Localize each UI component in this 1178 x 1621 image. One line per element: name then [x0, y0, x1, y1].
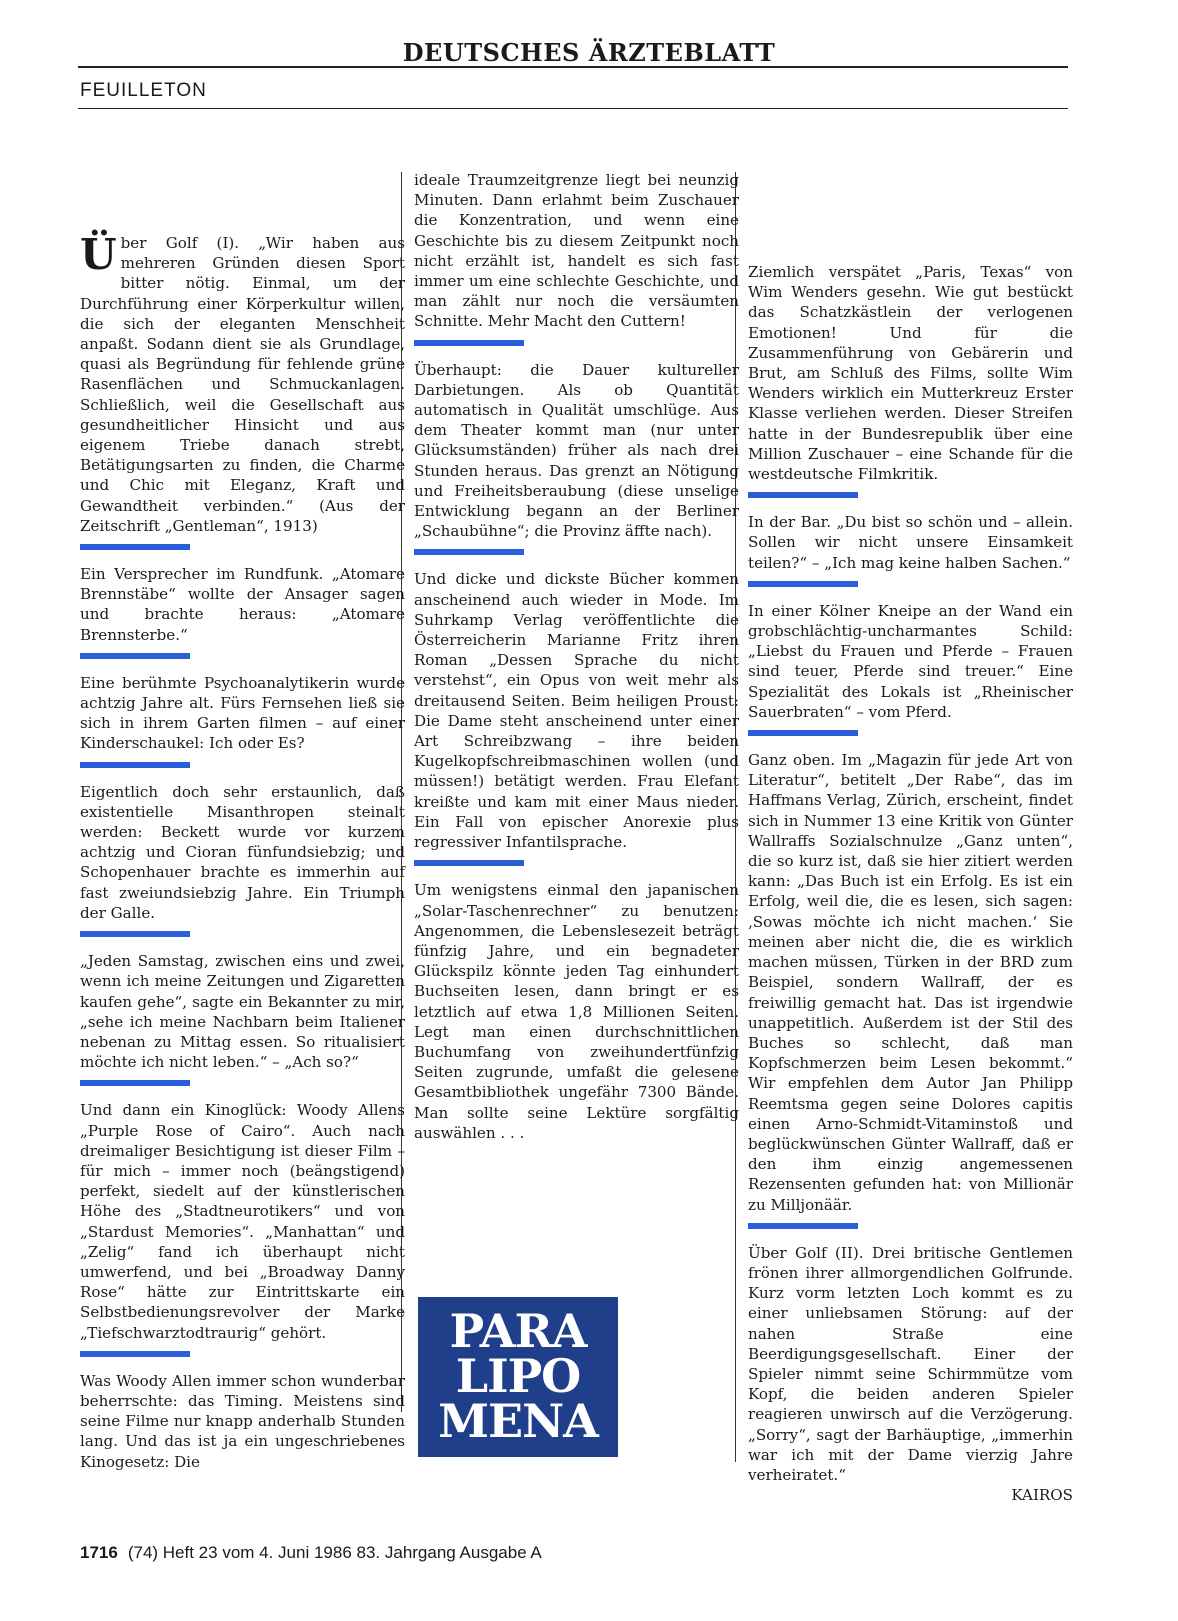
paragraph: Und dann ein Kinoglück: Woody Allens „Purple Rose of Cairo“. Auch nach dreimaliger Besichtigung ist dieser Film – für mich – immer noch (beängstigend) perfekt, siedelt auf der künstlerischen Höhe des „Stadtneurotikers“ und von „Stardust Memories“. „Manhattan“ und „Zelig“ fand ich überhaupt nicht umwerfend, und bei „Broadway Danny Rose“ hätte zur Eintrittskarte ein Selbstbedienungsrevolver der Marke „Tiefschwarztodtraurig“ gehört. — [80, 1101, 405, 1342]
column-2 — [414, 170, 739, 1143]
logo-line: PARA — [449, 1304, 587, 1358]
separator-bar — [80, 653, 190, 659]
separator-bar — [80, 931, 190, 937]
paralipomena-logo — [418, 1297, 618, 1457]
column-3 — [748, 262, 1073, 1505]
paragraph: In der Bar. „Du bist so schön und – allein. Sollen wir nicht unsere Einsamkeit teilen?“ – „Ich mag keine halben Sachen.“ — [748, 513, 1073, 572]
column-1 — [80, 230, 405, 1472]
section-rule — [78, 108, 1068, 109]
paragraph: Eigentlich doch sehr erstaunlich, daß existentielle Misanthropen steinalt werden: Beckett wurde vor kurzem achtzig und Cioran fünfundsiebzig; und Schopenhauer brachte es immerhin auf fast zweiundsiebzig Jahre. Ein Triumph der Galle. — [80, 782, 405, 922]
separator-bar — [748, 581, 858, 587]
separator-bar — [748, 492, 858, 498]
author-signature: KAIROS — [1011, 1486, 1073, 1505]
issue-info: (74) Heft 23 vom 4. Juni 1986 83. Jahrgang Ausgabe A — [127, 1543, 542, 1562]
masthead: DEUTSCHES ÄRZTEBLATT — [402, 38, 776, 67]
logo-line: MENA — [438, 1394, 598, 1448]
separator-bar — [80, 762, 190, 768]
separator-bar — [748, 730, 858, 736]
separator-bar — [80, 544, 190, 550]
paragraph: Eine berühmte Psychoanalytikerin wurde achtzig Jahre alt. Fürs Fernsehen ließ sie sich in ihrem Garten filmen – auf einer Kinderschaukel: Ich oder Es? — [80, 673, 405, 753]
paragraph: Ganz oben. Im „Magazin für jede Art von Literatur“, betitelt „Der Rabe“, das im Haffmans Verlag, Zürich, erscheint, findet sich in Nummer 13 eine Kritik von Günter Wallraffs Sozialschnulze „Ganz unten“, die so kurz ist, daß sie hier zitiert werden kann: „Das Buch ist ein Erfolg. Es ist ein Erfolg, weil die, die es lesen, sich sagen: ‚Sowas möchte ich nicht machen.‘ Sie meinen aber nicht die, die es wirklich machen müssen, Türken in der BRD zum Beispiel, sondern Wallraff, der es freiwillig gemacht hat. Das ist irgendwie unappetitlich. Außerdem ist der Stil des Buches so schlecht, daß man Kopfschmerzen beim Lesen bekommt.“ Wir empfehlen dem Autor Jan Philipp Reemtsma gegen seine Dolores capitis einen Arno-Schmidt-Vitaminstoß und beglückwünschen Günter Wallraff, daß er den ihm einzig angemessenen Rezensenten gefunden hat: von Millionär zu Milljonäär. — [748, 751, 1073, 1214]
section-title: FEUILLETON — [80, 80, 207, 101]
separator-bar — [748, 1223, 858, 1229]
paragraph: Ziemlich verspätet „Paris, Texas“ von Wim Wenders gesehn. Wie gut bestückt das Schatzkästlein der verlogenen Emotionen! Und für die Zusammenführung von Gebärerin und Brut, am Schluß des Films, sollte Wim Wenders wirklich ein Mutterkreuz Erster Klasse verliehen werden. Dieser Streifen hatte in der Bundesrepublik über eine Million Zuschauer – eine Schande für die westdeutsche Filmkritik. — [748, 263, 1073, 484]
paragraph: Was Woody Allen immer schon wunderbar beherrschte: das Timing. Meistens sind seine Filme nur knapp anderhalb Stunden lang. Und das ist ja ein ungeschriebenes Kinogesetz: Die — [80, 1371, 405, 1471]
masthead-rule — [78, 66, 1068, 68]
paragraph: Überhaupt: die Dauer kultureller Darbietungen. Als ob Quantität automatisch in Qualität umschlüge. Aus dem Theater kommt man (nur unter Glücksumständen) früher als nach drei Stunden heraus. Das grenzt an Nötigung und Freiheitsberaubung (diese unselige Entwicklung begann an der Berliner „Schaubühne“; die Provinz äffte nach). — [414, 360, 739, 541]
paragraph: Und dicke und dickste Bücher kommen anscheinend auch wieder in Mode. Im Suhrkamp Verlag veröffentlichte die Österreicherin Marianne Fritz ihren Roman „Dessen Sprache du nicht verstehst“, ein Opus von weit mehr als dreitausend Seiten. Beim heiligen Proust: Die Dame steht anscheinend unter einer Art Schreibzwang – ihre beiden Kugelkopfschreibmaschinen wollen (und müssen!) betätigt werden. Frau Elefant kreißte und kam mit einer Maus nieder. Ein Fall von epischer Anorexie plus regressiver Infantilsprache. — [414, 570, 739, 852]
drop-cap: Ü — [80, 230, 117, 279]
paragraph: Über Golf (II). Drei britische Gentlemen frönen ihrer allmorgendlichen Golfrunde. Kurz vorm letzten Loch kommt es zu einer unliebsamen Störung: auf der nahen Straße eine Beerdigungsgesellschaft. Einer der Spieler nimmt seine Schirmmütze vom Kopf, die beiden anderen Spieler reagieren unwirsch auf die Verzögerung. „Sorry“, sagt der Barhäuptige, „immerhin war ich mit der Dame vierzig Jahre verheiratet.“ — [748, 1243, 1073, 1484]
page-footer — [80, 1543, 542, 1563]
page-number: 1716 — [80, 1543, 118, 1562]
paragraph: Ein Versprecher im Rundfunk. „Atomare Brennstäbe“ wollte der Ansager sagen und brachte heraus: „Atomare Brennsterbe.“ — [80, 565, 405, 644]
separator-bar — [414, 340, 524, 346]
paragraph: „Jeden Samstag, zwischen eins und zwei, wenn ich meine Zeitungen und Zigaretten kaufen gehe“, sagte ein Bekannter zu mir, „sehe ich meine Nachbarn beim Italiener nebenan zu Mittag essen. So ritualisiert möchte ich nicht leben.“ – „Ach so?“ — [80, 952, 405, 1072]
paragraph: Um wenigstens einmal den japanischen „Solar-Taschenrechner“ zu benutzen: Angenommen, die Lebenslesezeit beträgt fünfzig Jahre, und ein begnadeter Glückspilz könnte jeden Tag einhundert Buchseiten lesen, dann bringt er es letztlich auf etwa 1,8 Millionen Seiten. Legt man einen durchschnittlichen Buchumfang von zweihundertfünfzig Seiten zugrunde, umfaßt die gelesene Gesamtbibliothek ungefähr 7300 Bände. Man sollte seine Lektüre sorgfältig auswählen . . . — [414, 881, 739, 1142]
separator-bar — [80, 1080, 190, 1086]
logo-line: LIPO — [455, 1349, 581, 1403]
paragraph: In einer Kölner Kneipe an der Wand ein grobschlächtig-uncharmantes Schild: „Liebst du Frauen und Pferde – Frauen sind teuer, Pferde sind treuer.“ Eine Spezialität des Lokals ist „Rheinischer Sauerbraten“ – vom Pferd. — [748, 601, 1073, 721]
paragraph: Über Golf (I). „Wir haben aus mehreren Gründen diesen Sport bitter nötig. Einmal, um der Durchführung einer Körperkultur willen, die sich der eleganten Menschheit anpaßt. Sodann dient sie als Grundlage, quasi als Begründung für fehlende grüne Rasenflächen und Schmuckanlagen. Schließlich, weil die Gesellschaft aus gesundheitlicher Hinsicht und aus eigenem Triebe danach strebt, Betätigungsarten zu finden, die Charme und Chic mit Eleganz, Kraft und Gewandtheit verbinden.“ (Aus der Zeitschrift „Gentleman“, 1913) — [80, 230, 405, 535]
separator-bar — [414, 860, 524, 866]
paragraph: ideale Traumzeitgrenze liegt bei neunzig Minuten. Dann erlahmt beim Zuschauer die Konzentration, und wenn eine Geschichte bis zu diesem Zeitpunkt noch nicht erzählt ist, handelt es sich fast immer um eine schlechte Geschichte, und man zählt nur noch die versäumten Schnitte. Mehr Macht den Cuttern! — [414, 171, 739, 331]
separator-bar — [414, 549, 524, 555]
separator-bar — [80, 1351, 190, 1357]
